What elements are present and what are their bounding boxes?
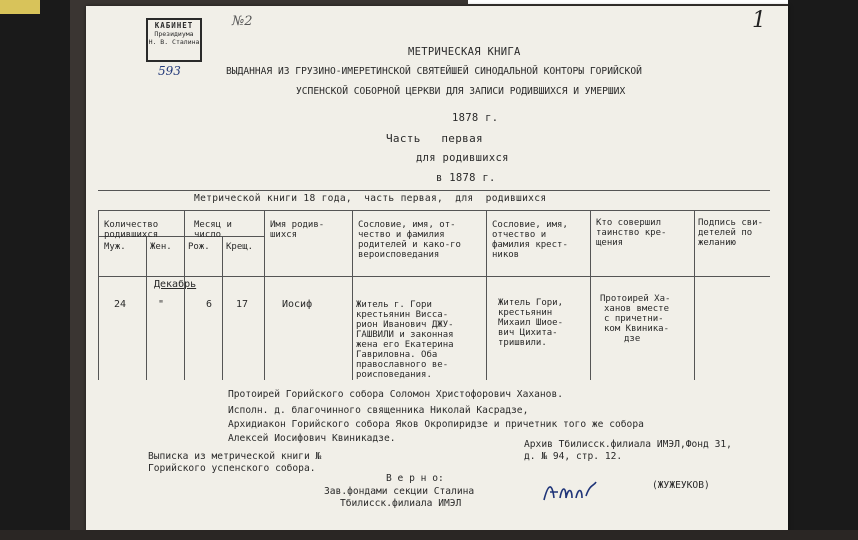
godparents-line: вич Цихита- — [498, 328, 558, 338]
stamp-line-3: Н. В. Сталина — [148, 38, 200, 46]
parents-line: жена его Екатерина — [356, 340, 454, 350]
godparents-line: крестьянин — [498, 308, 553, 318]
signer-name: (ЖУЖЕУКОВ) — [652, 480, 710, 491]
parents-line: православного ве- — [356, 360, 449, 370]
row-month-name: Декабрь — [154, 279, 197, 290]
extract-line-2: Горийского успенского собора. — [148, 463, 316, 474]
col-born: Рож. — [188, 242, 210, 252]
footer-line-2: Исполн. д. благочинного священника Николай Касрадзе, — [228, 405, 529, 416]
col-priest: Кто совершил таинство кре-щения — [596, 218, 667, 248]
table-top-rule — [98, 190, 770, 191]
footer-line-1: Протоирей Горийского собора Соломон Христофорович Хаханов. — [228, 389, 564, 400]
col-line-6 — [352, 210, 353, 380]
document-mark: №2 — [232, 14, 253, 29]
row-baptized: 17 — [236, 299, 249, 310]
row-male: 24 — [114, 299, 127, 310]
godparents-line: Житель Гори, — [498, 298, 564, 308]
header-line-1: МЕТРИЧЕСКАЯ КНИГА — [408, 46, 521, 58]
col-signatures: Подпись сви-детелей по желанию — [698, 218, 764, 248]
parents-line: крестьянин Висса- — [356, 310, 449, 320]
priest-line: с причетни- — [604, 314, 664, 324]
col-name: Имя родив-шихся — [270, 220, 325, 240]
parents-line: ГАШВИЛИ и законная — [356, 330, 454, 340]
handwritten-signature — [540, 476, 600, 506]
extract-line-1: Выписка из метрической книги № — [148, 451, 322, 462]
col-line-8 — [590, 210, 591, 380]
col-baptized: Крещ. — [226, 242, 254, 252]
col-line-2 — [146, 236, 147, 380]
parents-line: роисповедания. — [356, 370, 432, 380]
header-year: 1878 г. — [452, 112, 499, 124]
stamp-line-2: Президиума — [154, 30, 194, 38]
stamp-title: КАБИНЕТ — [154, 21, 194, 30]
signature-line-1: Зав.фондами секции Сталина — [324, 486, 475, 497]
archive-line-2: д. № 94, стр. 12. — [524, 451, 623, 462]
row-female: " — [158, 299, 165, 310]
col-line-9 — [694, 210, 695, 380]
parents-line: Житель г. Гори — [356, 300, 432, 310]
col-month: Месяц и число — [194, 220, 232, 240]
table-header-rule — [98, 210, 770, 211]
page-number: 1 — [752, 8, 766, 33]
footer-line-3: Архидиакон Горийского собора Яков Окропиридзе и причетник того же собора — [228, 419, 644, 430]
footer-line-4: Алексей Иосифович Квиникадзе. — [228, 433, 396, 444]
archive-stamp — [146, 18, 202, 62]
stamp-number: 593 — [158, 64, 181, 78]
col-line-5 — [264, 210, 265, 380]
header-bottom-rule — [98, 276, 770, 277]
col-female: Жен. — [150, 242, 172, 252]
col-parents: Сословие, имя, от-чество и фамилия родителей и како-го вероисповедания — [358, 220, 461, 260]
priest-line: Протоирей Ха- — [600, 294, 671, 304]
godparents-line: Михаил Шиое- — [498, 318, 564, 328]
col-godparents: Сословие, имя, отчество и фамилия крест-ников — [492, 220, 568, 260]
header-part: Часть первая — [386, 132, 483, 145]
col-line-4 — [222, 236, 223, 380]
col-line-7 — [486, 210, 487, 380]
bright-bar — [468, 0, 788, 4]
row-name: Иосиф — [282, 299, 313, 310]
parents-line: Гавриловна. Оба — [356, 350, 438, 360]
col-male: Муж. — [104, 242, 126, 252]
row-born: 6 — [206, 299, 213, 310]
priest-line: ком Квиника- — [604, 324, 670, 334]
col-count: Количество родившихся — [104, 220, 159, 240]
parents-line: рион Иванович ДЖУ- — [356, 320, 454, 330]
header-line-2: ВЫДАННАЯ ИЗ ГРУЗИНО-ИМЕРЕТИНСКОЙ СВЯТЕЙШЕЙ СИНОДАЛЬНОЙ КОНТОРЫ ГОРИЙСКОЙ — [226, 66, 642, 77]
certified-label: В е р н о: — [386, 473, 444, 484]
priest-line: ханов вместе — [604, 304, 670, 314]
signature-line-2: Тбилисск.филиала ИМЭЛ — [340, 498, 462, 509]
archive-line-1: Архив Тбилисск.филиала ИМЭЛ,Фонд 31, — [524, 439, 732, 450]
priest-line: дзе — [624, 334, 641, 344]
left-background — [0, 0, 70, 540]
bottom-background — [0, 530, 858, 540]
header-line-3: УСПЕНСКОЙ СОБОРНОЙ ЦЕРКВИ ДЛЯ ЗАПИСИ РОДИВШИХСЯ И УМЕРШИХ — [296, 86, 626, 97]
sticky-note — [0, 0, 40, 14]
header-for-born: для родившихся — [416, 152, 509, 164]
table-caption: Метрической книги 18 года, часть первая, для родившихся — [194, 193, 547, 204]
right-background — [788, 0, 858, 540]
header-in-year: в 1878 г. — [436, 172, 496, 184]
godparents-line: тришвили. — [498, 338, 547, 348]
